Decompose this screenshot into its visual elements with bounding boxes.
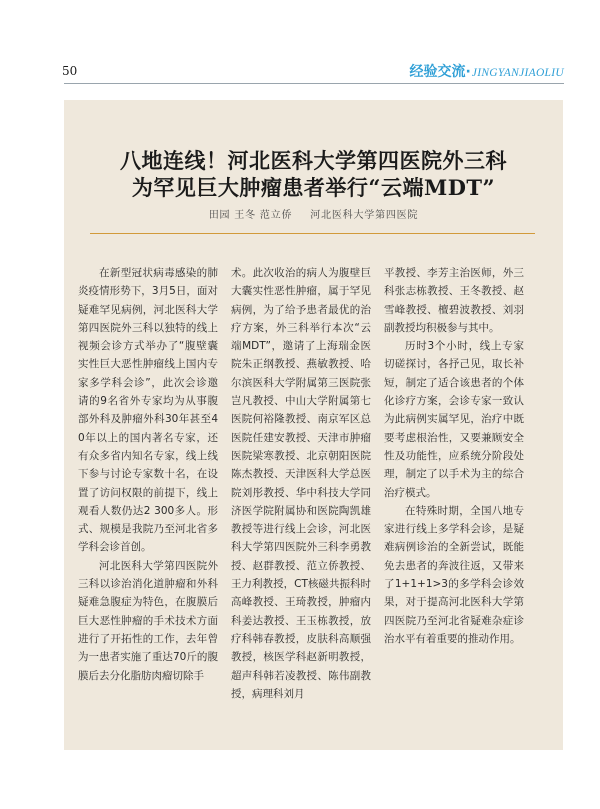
- body-paragraph: 在特殊时期，全国八地专家进行线上多学科会诊，是疑难病例诊治的全新尝试，既能免去患者的奔波往返，又带来了1+1+1>3的多学科会诊效果，对于提高河北医科大学第四医院乃至河北省疑难杂症诊治水平有着重要的推动作用。: [384, 504, 524, 645]
- header-divider: [64, 83, 564, 84]
- body-column-1: [78, 264, 218, 685]
- body-paragraph: 河北医科大学第四医院外三科以诊治消化道肿瘤和外科疑难急腹症为特色，在腹膜后巨大恶性肿瘤的手术技术方面进行了开拓性的工作，去年曾为一患者实施了重达70斤的腹膜后去分化脂肪肉瘤切除手: [78, 559, 218, 682]
- article-title-line1: 八地连线！河北医科大学第四医院外三科: [120, 148, 507, 173]
- body-column-2: [231, 264, 371, 703]
- title-divider: [90, 233, 535, 234]
- author-affiliation: 河北医科大学第四医院: [310, 210, 419, 221]
- section-header: [409, 61, 564, 81]
- author-names: 田园 王冬 范立侨: [208, 210, 293, 221]
- article-title-line2: 为罕见巨大肿瘤患者举行“云端MDT”: [131, 175, 496, 200]
- page-number: 50: [62, 64, 78, 78]
- byline: [64, 206, 563, 221]
- body-paragraph: 在新型冠状病毒感染的肺炎疫情形势下，3月5日，面对疑难罕见病例，河北医科大学第四医院外三科以独特的线上视频会诊方式举办了“腹壁囊实性巨大恶性肿瘤线上国内专家多学科会诊”，此次会诊邀请的9名省外专家均为从事腹部外科及肿瘤外科30年甚至40年以上的国内著名专家，还有众多省内知名专家，线上线下参与讨论专家数十名，在设置了访问权限的前提下，线上观看人数仍达2 300多人。形式、规模是我院乃至河北省多学科会诊首创。: [78, 267, 218, 554]
- body-paragraph: 历时3个小时，线上专家切磋探讨，各抒己见，取长补短，制定了适合该患者的个体化诊疗方案，会诊专家一致认为此病例实属罕见，治疗中既要考虑根治性，又要兼顾安全性及功能性，应系统分阶段处理，制定了以手术为主的综合治疗模式。: [384, 340, 524, 499]
- body-paragraph-continued: 平教授、李芳主治医师，外三科张志栋教授、王冬教授、赵雪峰教授、檀碧波教授、刘羽副教授均积极参与其中。: [384, 267, 524, 334]
- body-column-3: [384, 264, 524, 648]
- body-paragraph-continued: 术。此次收治的病人为腹壁巨大囊实性恶性肿瘤，属于罕见病例，为了给予患者最优的治疗方案，外三科举行本次“云端MDT”，邀请了上海瑞金医院朱正纲教授、燕敏教授、哈尔滨医科大学附属第三医院张岂凡教授、中山大学附属第七医院何裕隆教授、南京军区总医院任建安教授、天津市肿瘤医院梁寒教授、北京朝阳医院陈杰教授、天津医科大学总医院刘彤教授、华中科技大学同济医学院附属协和医院陶凯雄教授等进行线上会诊，河北医科大学第四医院外三科李勇教授、赵群教授、范立侨教授、王力利教授，CT核磁共振科时高峰教授、王琦教授，肿瘤内科姜达教授、王玉栋教授，放疗科韩春教授，皮肤科高顺强教授，核医学科赵新明教授，超声科韩若凌教授、陈伟副教授，病理科刘月: [231, 267, 371, 700]
- section-name-pinyin: JINGYANJIAOLIU: [471, 67, 564, 79]
- section-name-cn: 经验交流·: [409, 64, 471, 80]
